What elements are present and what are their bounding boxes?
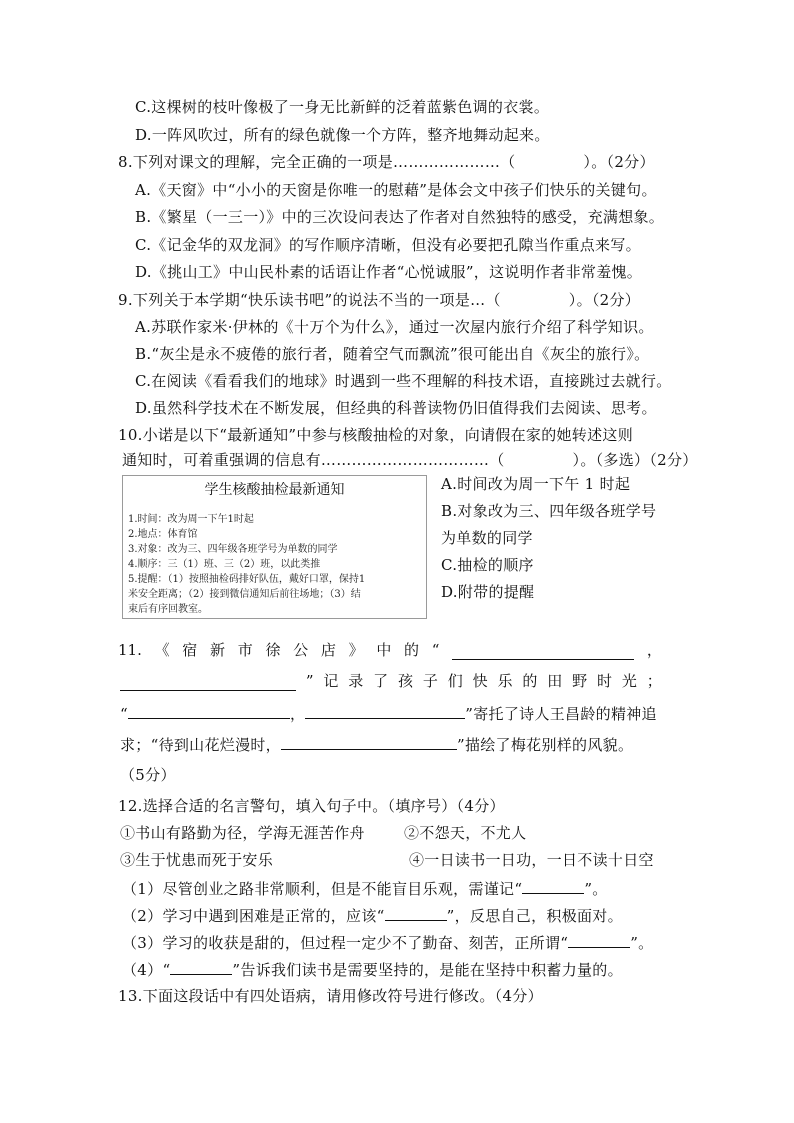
q11-char: 时	[597, 672, 613, 690]
q9-stem	[118, 290, 640, 310]
q10-option-c: C.抽检的顺序	[441, 556, 534, 574]
q11-char: 孩	[398, 672, 414, 690]
q11-quote: “	[120, 705, 128, 723]
q12-text: （1）尽管创业之路非常顺利，但是不能盲目乐观，需谨记“	[122, 880, 523, 898]
q12-text: ”。	[584, 880, 608, 898]
nucleic-test-notice-box	[122, 475, 427, 619]
q11-char: 市	[237, 641, 253, 659]
notice-line: 束后有序回教室。	[128, 604, 208, 615]
q11-char: 们	[447, 672, 463, 690]
q11-text: 求；“待到山花烂漫时，	[120, 736, 281, 754]
q12-text: （3）学习的收获是甜的，但过程一定少不了勤奋、刻苦，正所谓“	[122, 934, 569, 952]
q11-char: 新	[210, 641, 226, 659]
q12-text: （2）学习中遇到困难是正常的，应该“	[122, 907, 385, 925]
q12-text: ”。	[630, 934, 654, 952]
q7-option-c: C.这棵树的枝叶像极了一身无比新鲜的泛着蓝紫色调的衣裳。	[135, 98, 550, 116]
q8-score: ）。（2分）	[583, 153, 655, 171]
q11-char: 公	[293, 641, 309, 659]
q11-char: 子	[422, 672, 438, 690]
q12-option-3: ③生于忧患而死于安乐	[120, 851, 274, 869]
q12-text: ”告诉我们读书是需要坚持的，是能在坚持中积蓄力量的。	[232, 961, 623, 979]
q12-option-1: ①书山有路勤为径，学海无涯苦作舟	[120, 824, 365, 842]
q8-stem	[118, 152, 655, 172]
q11-char: 田	[547, 672, 563, 690]
q8-stem-text: 8.下列对课文的理解，完全正确的一项是…………………（	[118, 153, 516, 171]
q8-option-c: C.《记金华的双龙洞》的写作顺序清晰，但没有必要把孔隙当作重点来写。	[135, 236, 641, 254]
q12-option-4: ④一日读书一日功，一日不读十日空	[409, 851, 654, 869]
q12-sentence-1	[122, 878, 608, 899]
q11-fill-blank-4[interactable]	[305, 703, 465, 719]
q12-option-2: ②不怨天，不尤人	[404, 824, 527, 842]
q13-stem: 13.下面这段话中有四处语病，请用修改符号进行修改。（4分）	[118, 987, 543, 1005]
q9-score: ）。（2分）	[568, 291, 641, 309]
q12-text: ”，反思自己，积极面对。	[446, 907, 623, 925]
notice-line: 1.时间：改为周一下午1时起	[128, 514, 254, 525]
q11-fill-blank-5[interactable]	[281, 734, 457, 750]
q11-char: 了	[373, 672, 389, 690]
q11-char: 中	[376, 641, 392, 659]
q11-char: 徐	[265, 641, 281, 659]
q9-option-d: D.虽然科学技术在不断发展，但经典的科普读物仍旧值得我们去阅读、思考。	[135, 399, 657, 417]
q10-option-b-cont: 为单数的同学	[441, 529, 533, 547]
q11-score: （5分）	[120, 766, 176, 784]
q10-score: ）。（多选）（2分）	[572, 451, 698, 469]
q10-stem-text: 通知时，可着重强调的信息有……………………………（	[122, 451, 505, 469]
q12-fill-blank-3[interactable]	[568, 932, 630, 948]
q10-option-d: D.附带的提醒	[441, 583, 535, 601]
notice-title: 学生核酸抽检最新通知	[204, 482, 345, 498]
q7-option-d: D.一阵风吹过，所有的绿色就像一个方阵，整齐地舞动起来。	[135, 126, 550, 144]
q9-option-a: A.苏联作家米·伊林的《十万个为什么》，通过一次屋内旅行介绍了科学知识。	[135, 318, 654, 336]
q11-char: 》	[348, 641, 364, 659]
q10-option-a: A.时间改为周一下午 1 时起	[441, 475, 631, 493]
q11-char: 光	[621, 672, 637, 690]
q8-option-b: B.《繁星（一三一）》中的三次设问表达了作者对自然独特的感受，充满想象。	[135, 208, 665, 226]
q10-option-b: B.对象改为三、四年级各班学号	[441, 502, 657, 520]
q9-stem-text: 9.下列关于本学期“快乐读书吧”的说法不当的一项是…（	[118, 291, 501, 309]
q10-stem-line2	[122, 450, 698, 470]
q12-fill-blank-4[interactable]	[170, 959, 232, 975]
q11-line4	[120, 734, 633, 755]
q11-char: 记	[323, 672, 339, 690]
q12-text: （4）“	[122, 961, 171, 979]
q11-text: ”寄托了诗人王昌龄的精神追	[465, 705, 657, 723]
notice-line: 5.提醒：（1）按照抽检码排好队伍，戴好口罩，保持1	[128, 574, 366, 585]
q11-char: 快	[472, 672, 488, 690]
q11-char: ”	[305, 672, 314, 690]
q12-stem: 12.选择合适的名言警句，填入句子中。（填序号）（4分）	[118, 797, 505, 815]
q11-line1	[118, 640, 662, 660]
q11-char: “	[431, 641, 440, 659]
q11-char: ，	[646, 641, 662, 659]
q11-char: 录	[348, 672, 364, 690]
notice-line: 3.对象：改为三、四年级各班学号为单数的同学	[128, 544, 338, 555]
q11-fill-blank-2[interactable]	[120, 675, 296, 691]
q11-char: 宿	[182, 641, 198, 659]
q11-char: ；	[646, 672, 662, 690]
q11-line3	[120, 703, 657, 724]
q12-fill-blank-1[interactable]	[522, 878, 584, 894]
q11-comma: ，	[289, 705, 306, 723]
q11-char: 店	[320, 641, 336, 659]
q11-text: ”描绘了梅花别样的风貌。	[456, 736, 634, 754]
q8-option-a: A.《天窗》中“小小的天窗是你唯一的慰藉”是体会文中孩子们快乐的关键句。	[135, 181, 657, 199]
q9-option-b: B.“灰尘是永不疲倦的旅行者，随着空气而飘流”很可能出自《灰尘的旅行》。	[135, 345, 650, 363]
q11-char: 的	[522, 672, 538, 690]
q9-option-c: C.在阅读《看看我们的地球》时遇到一些不理解的科技术语，直接跳过去就行。	[135, 372, 672, 390]
notice-line: 米安全距离；（2）接到微信通知后前往场地；（3）结	[128, 589, 361, 600]
q11-line2	[120, 671, 662, 691]
notice-line: 2.地点：体育馆	[128, 529, 198, 540]
q11-fill-blank-3[interactable]	[128, 703, 290, 719]
q12-sentence-4	[122, 959, 623, 980]
q11-number: 11.	[118, 641, 142, 659]
q12-fill-blank-2[interactable]	[385, 905, 447, 921]
q10-stem-line1: 10.小诺是以下“最新通知”中参与核酸抽检的对象，向请假在家的她转述这则	[118, 426, 633, 444]
q11-char: 乐	[497, 672, 513, 690]
q12-sentence-2	[122, 905, 623, 926]
q12-sentence-3	[122, 932, 654, 953]
q11-char: 野	[572, 672, 588, 690]
q11-fill-blank-1[interactable]	[452, 644, 634, 660]
q11-char: 的	[404, 641, 420, 659]
q8-option-d: D.《挑山工》中山民朴素的话语让作者“心悦诚服”，这说明作者非常羞愧。	[135, 263, 643, 281]
notice-line: 4.顺序：三（1）班、三（2）班，以此类推	[128, 559, 321, 570]
q11-char: 《	[154, 641, 170, 659]
